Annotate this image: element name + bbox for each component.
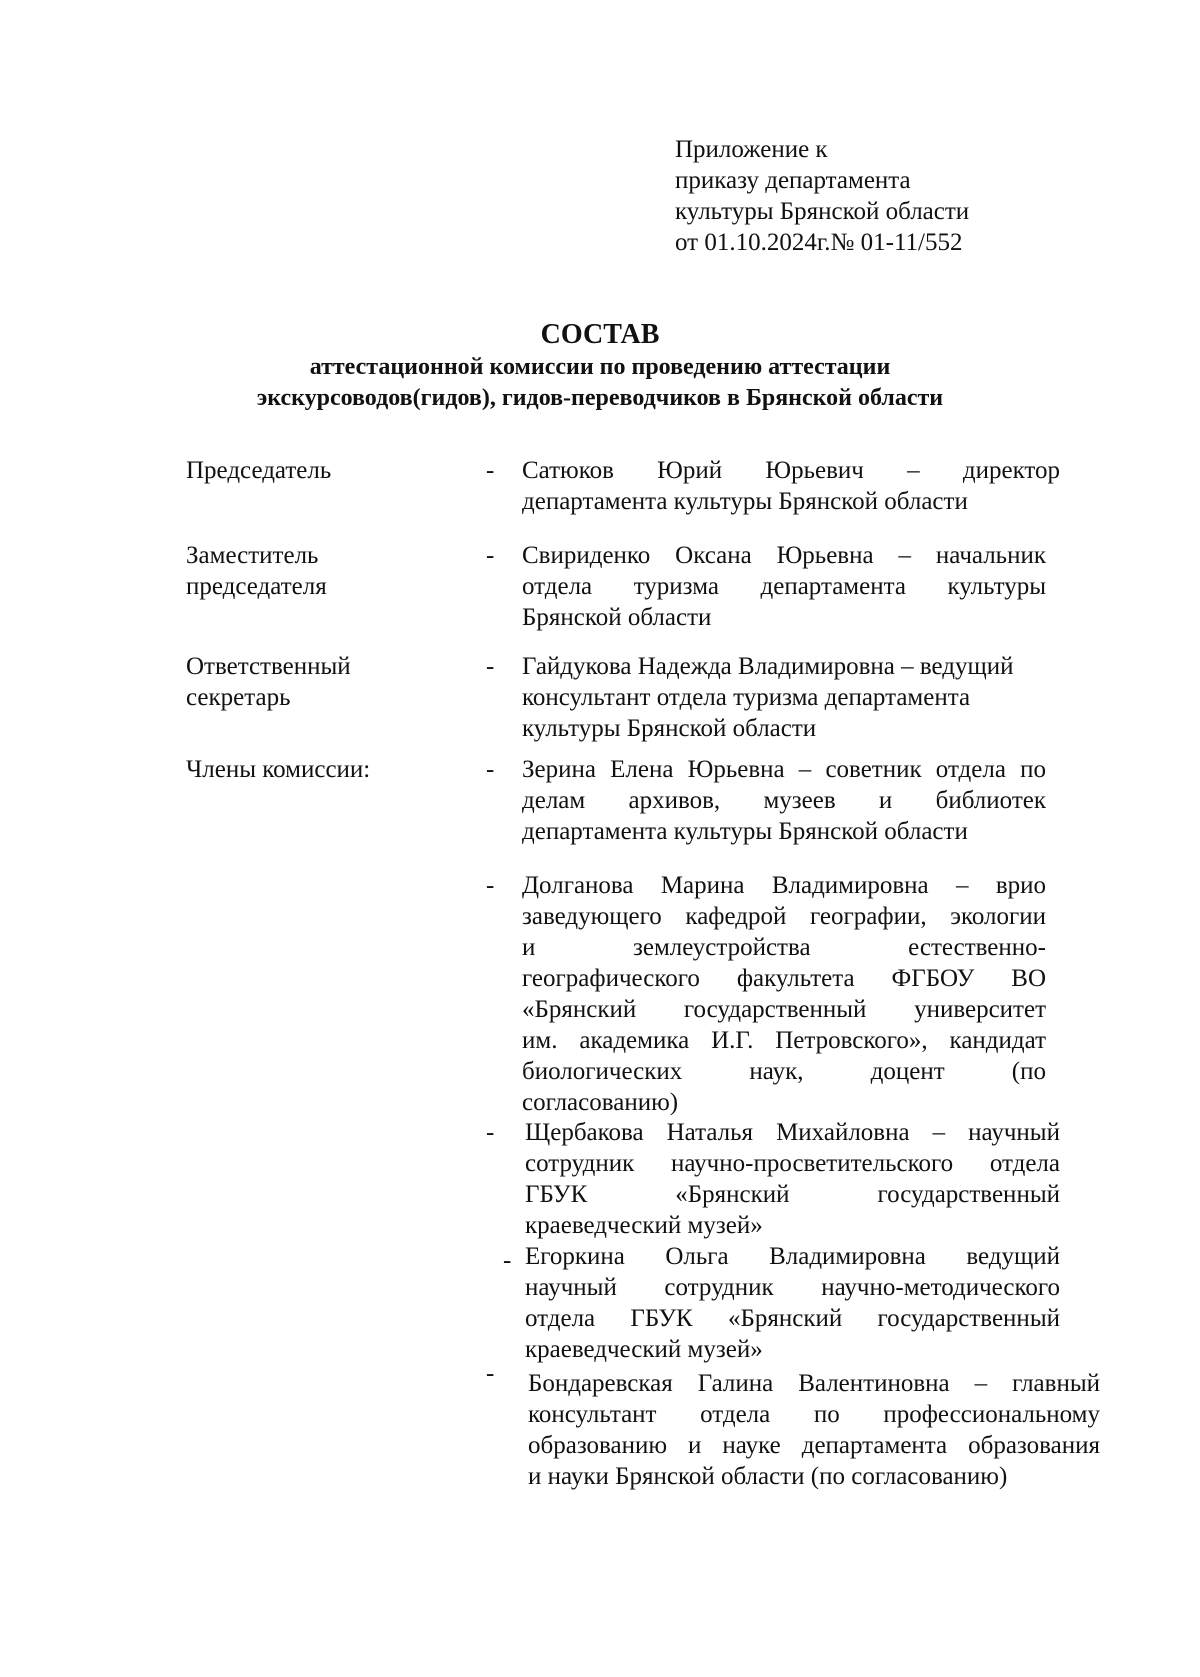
dash: - [486,1119,495,1146]
role-chair: Председатель [186,457,332,484]
entry-line: научный сотрудник научно-методического [525,1274,1060,1301]
dash: - [486,872,495,899]
entry-line: и землеустройства естественно- [522,934,1046,961]
dash: - [503,1247,512,1274]
entry-line: отдела ГБУК «Брянский государственный [525,1305,1060,1332]
entry-line: Долганова Марина Владимировна – врио [522,872,1046,899]
title-sub-line: экскурсоводов(гидов), гидов-переводчиков в Брянской области [256,385,944,411]
entry-member [528,1368,1100,1492]
entry-line: Щербакова Наталья Михайловна – научный [525,1119,1060,1146]
entry-line: ГБУК «Брянский государственный [525,1181,1060,1208]
entry-line: и науки Брянской области (по согласованию) [528,1463,1008,1490]
dash: - [486,653,495,680]
entry-line: консультант отдела по профессиональному [528,1401,1100,1428]
dash: - [486,457,495,484]
appendix-line: приказу департамента [675,167,911,194]
entry-line: консультант отдела туризма департамента [522,684,971,711]
entry-line: культуры Брянской области [522,715,817,742]
document-title [0,318,1200,414]
title-sub-line: аттестационной комиссии по проведению аттестации [309,354,891,380]
entry-line: Гайдукова Надежда Владимировна – ведущий [522,653,1014,680]
dash: - [486,756,495,783]
entry-secretary [522,651,1060,744]
entry-member [525,1117,1060,1241]
appendix-line: Приложение к [675,136,828,163]
entry-line: сотрудник научно-просветительского отдела [525,1150,1060,1177]
entry-line: заведующего кафедрой географии, экологии [522,903,1046,930]
appendix-line: культуры Брянской области [675,198,970,225]
entry-deputy [522,540,1046,633]
entry-line: «Брянский государственный университет [522,996,1046,1023]
role-members: Члены комиссии: [186,756,371,783]
role-secretary-line: секретарь [186,684,291,711]
entry-line: краеведческий музей» [525,1212,763,1239]
entry-line: отдела туризма департамента культуры [522,573,1046,600]
entry-line: департамента культуры Брянской области [522,818,968,845]
role-deputy-line: председателя [186,573,327,600]
entry-member [522,754,1046,847]
entry-member [525,1241,1060,1365]
role-secretary-line: Ответственный [186,653,351,680]
entry-chair [522,455,1060,517]
role-deputy-line: Заместитель [186,542,319,569]
entry-line: географического факультета ФГБОУ ВО [522,965,1046,992]
entry-line: Егоркина Ольга Владимировна ведущий [525,1243,1060,1270]
appendix-line: от 01.10.2024г.№ 01-11/552 [675,229,963,256]
entry-line: Свириденко Оксана Юрьевна – начальник [522,542,1046,569]
entry-line: краеведческий музей» [525,1336,763,1363]
dash: - [486,542,495,569]
entry-line: образованию и науке департамента образования [528,1432,1100,1459]
dash: - [486,1360,495,1387]
entry-line: Зерина Елена Юрьевна – советник отдела по [522,756,1046,783]
entry-line: Сатюков Юрий Юрьевич – директор [522,457,1060,484]
entry-line: департамента культуры Брянской области [522,488,968,515]
entry-line: делам архивов, музеев и библиотек [522,787,1046,814]
entry-line: биологических наук, доцент (по [522,1058,1046,1085]
appendix-header [675,134,969,258]
entry-line: им. академика И.Г. Петровского», кандидат [522,1027,1046,1054]
entry-line: Бондаревская Галина Валентиновна – главный [528,1370,1100,1397]
entry-line: Брянской области [522,604,712,631]
entry-member [522,870,1046,1118]
title-main: СОСТАВ [540,319,660,350]
entry-line: согласованию) [522,1089,679,1116]
